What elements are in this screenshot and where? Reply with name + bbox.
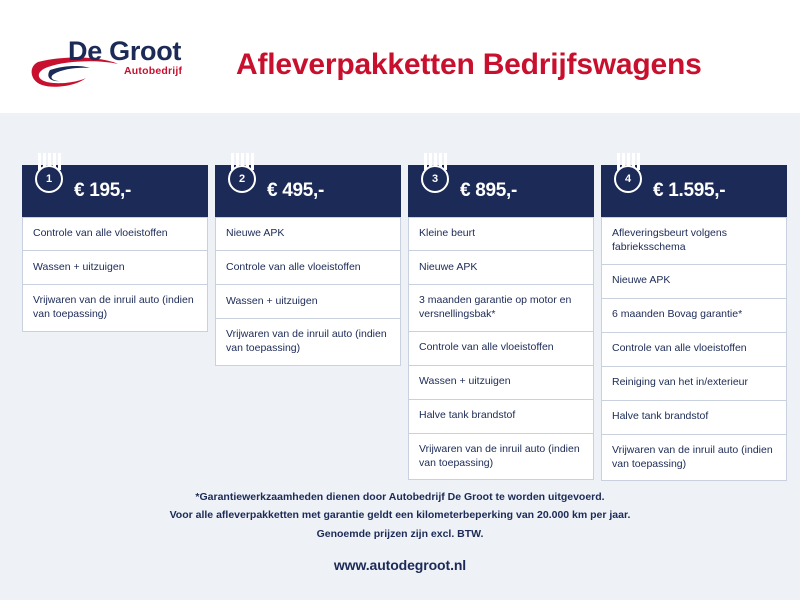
footer-note-1: *Garantiewerkzaamheden dienen door Autobedrijf De Groot te worden uitgevoerd. [195,491,605,503]
page-title: Afleverpakketten Bedrijfswagens [236,48,702,81]
package-number: 4 [614,165,642,193]
list-item: Controle van alle vloeistoffen [22,217,208,251]
package-column-1 [22,165,208,481]
package-number: 3 [421,165,449,193]
package-column-4 [601,165,787,481]
page-footer [0,488,800,573]
list-item: Nieuwe APK [215,217,401,251]
list-item: Reiniging van het in/exterieur [601,367,787,401]
list-item: Vrijwaren van de inruil auto (indien van toepassing) [601,435,787,482]
package-number: 1 [35,165,63,193]
brand-logo [28,34,218,90]
package-column-3 [408,165,594,481]
list-item: Wassen + uitzuigen [22,251,208,285]
package-header [22,165,208,217]
page-header [0,0,800,113]
list-item: Vrijwaren van de inruil auto (indien van toepassing) [22,285,208,332]
brand-name: De Groot [68,36,182,66]
list-item: Controle van alle vloeistoffen [408,332,594,366]
footer-note-3: Genoemde prijzen zijn excl. BTW. [316,527,484,540]
list-item: 6 maanden Bovag garantie* [601,299,787,333]
list-item: Controle van alle vloeistoffen [601,333,787,367]
rosette-badge-icon [227,153,257,197]
brand-tagline: Autobedrijf [124,65,183,77]
package-number: 2 [228,165,256,193]
rosette-badge-icon [420,153,450,197]
list-item: Wassen + uitzuigen [215,285,401,319]
list-item: Controle van alle vloeistoffen [215,251,401,285]
list-item: Kleine beurt [408,217,594,251]
footer-note-2: Voor alle afleverpakketten met garantie geldt een kilometerbeperking van 20.000 km per jaar. [169,509,631,522]
package-items [408,217,594,480]
list-item: Vrijwaren van de inruil auto (indien van toepassing) [408,434,594,481]
package-items [22,217,208,332]
list-item: Vrijwaren van de inruil auto (indien van toepassing) [215,319,401,366]
list-item: 3 maanden garantie op motor en versnellingsbak* [408,285,594,332]
package-header [408,165,594,217]
package-price: € 495,- [267,180,325,201]
package-header [601,165,787,217]
package-price: € 195,- [74,180,132,201]
list-item: Halve tank brandstof [601,401,787,435]
list-item: Halve tank brandstof [408,400,594,434]
package-price: € 895,- [460,180,518,201]
package-header [215,165,401,217]
package-items [601,217,787,481]
package-items [215,217,401,366]
list-item: Afleveringsbeurt volgens fabrieksschema [601,217,787,265]
list-item: Nieuwe APK [408,251,594,285]
packages-container [0,165,800,481]
package-price: € 1.595,- [653,180,726,201]
list-item: Nieuwe APK [601,265,787,299]
rosette-badge-icon [613,153,643,197]
website-link[interactable]: www.autodegroot.nl [333,557,467,574]
list-item: Wassen + uitzuigen [408,366,594,400]
rosette-badge-icon [34,153,64,197]
package-column-2 [215,165,401,481]
